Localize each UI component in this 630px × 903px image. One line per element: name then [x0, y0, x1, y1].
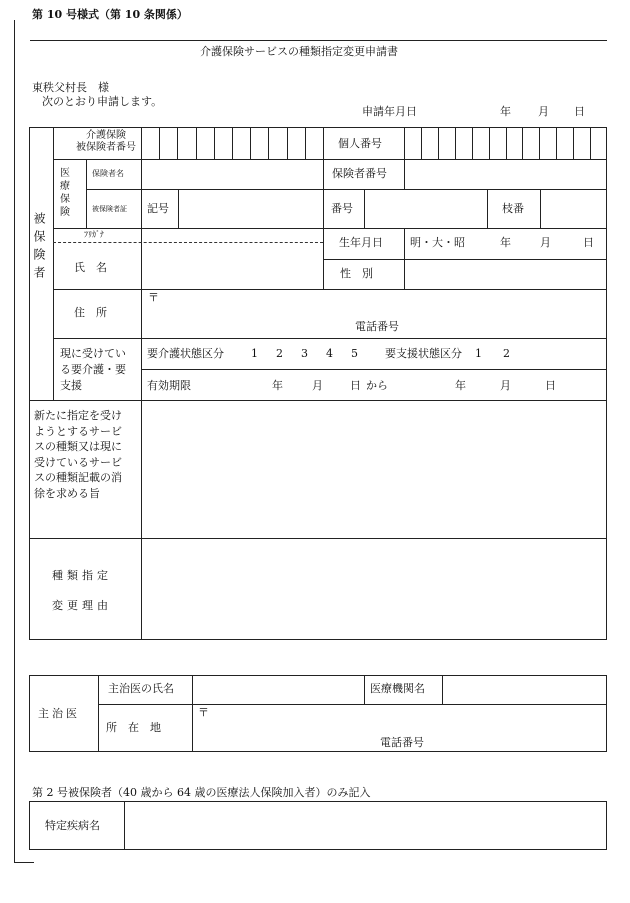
support-level-1[interactable]: 1: [475, 347, 482, 360]
number-cell-divider: [287, 127, 288, 159]
gender-label: 性 別: [340, 267, 373, 280]
physician-postal-mark: 〒: [198, 706, 209, 719]
personal-number-label: 個人番号: [338, 137, 382, 150]
insured-side-label: 被保険者: [32, 212, 46, 284]
number-cell-divider: [506, 127, 507, 159]
intro-text: 次のとおり申請します。: [42, 95, 163, 108]
new-service-request-field[interactable]: [142, 401, 606, 537]
validity-from-year: 年: [272, 379, 283, 392]
application-date-label: 申請年月日: [362, 105, 417, 118]
number-cell-divider: [305, 127, 306, 159]
number-cell-divider: [268, 127, 269, 159]
number-cell-divider: [177, 127, 178, 159]
validity-from: から: [366, 379, 388, 392]
title-rule: [30, 40, 607, 41]
validity-to-year: 年: [455, 379, 466, 392]
physician-name-label: 主治医の氏名: [108, 682, 174, 695]
application-date-year: 年: [500, 105, 511, 118]
validity-from-day: 日: [350, 379, 361, 392]
number-cell-divider: [522, 127, 523, 159]
number-cell-divider: [472, 127, 473, 159]
care-level-label: 要介護状態区分: [147, 347, 224, 360]
furigana-label: ﾌﾘｶﾞﾅ: [84, 230, 104, 239]
current-care-label: 現に受けてい る要介護・要 支援: [60, 347, 126, 392]
new-service-request-label: 新たに指定を受け ようとするサービ スの種類又は現に 受けているサービ スの種類記載の消 徐を求める旨: [34, 409, 122, 500]
number-cell-divider: [455, 127, 456, 159]
specific-disease-field[interactable]: [125, 802, 606, 849]
care-insured-number-label: 介護保険 被保険者番号: [76, 130, 136, 153]
support-level-label: 要支援状態区分: [385, 347, 462, 360]
number-cell-divider: [421, 127, 422, 159]
symbol-label: 記号: [147, 202, 169, 215]
number-label: 番号: [331, 202, 353, 215]
number-cell-divider: [438, 127, 439, 159]
number-cell-divider: [232, 127, 233, 159]
number-cell-divider: [539, 127, 540, 159]
number-cell-divider: [573, 127, 574, 159]
birth-year: 年: [500, 236, 511, 249]
form-number: 第 10 号様式（第 10 条関係）: [32, 8, 188, 21]
care-level-3[interactable]: 3: [301, 347, 308, 360]
change-reason-line2: 変更理由: [52, 599, 112, 612]
number-cell-divider: [250, 127, 251, 159]
address-label: 住 所: [74, 306, 107, 319]
validity-label: 有効期限: [147, 379, 191, 392]
validity-from-month: 月: [312, 379, 323, 392]
application-date-day: 日: [574, 105, 585, 118]
name-label: 氏 名: [74, 261, 107, 274]
validity-to-day: 日: [545, 379, 556, 392]
physician-location-label: 所 在 地: [106, 721, 161, 734]
care-level-1[interactable]: 1: [251, 347, 258, 360]
medical-insurance-label: 医療保険: [60, 168, 70, 218]
address-postal-mark: 〒: [148, 291, 159, 304]
number-cell-divider: [556, 127, 557, 159]
address-phone-label: 電話番号: [355, 320, 399, 333]
physician-phone-label: 電話番号: [380, 736, 424, 749]
physician-label: 主治医: [38, 707, 80, 720]
insurer-name-label: 保険者名: [92, 169, 124, 178]
change-reason-field[interactable]: [142, 539, 606, 639]
insurer-number-label: 保険者番号: [332, 167, 387, 180]
care-level-4[interactable]: 4: [326, 347, 333, 360]
page-title: 介護保険サービスの種類指定変更申請書: [200, 45, 398, 58]
application-date-month: 月: [538, 105, 549, 118]
specific-disease-label: 特定疾病名: [45, 819, 100, 832]
number-cell-divider: [489, 127, 490, 159]
birth-day: 日: [583, 236, 594, 249]
number-cell-divider: [590, 127, 591, 159]
validity-to-month: 月: [500, 379, 511, 392]
second-insured-note: 第 2 号被保険者（40 歳から 64 歳の医療法人保険加入者）のみ記入: [32, 786, 371, 799]
branch-label: 枝番: [502, 202, 524, 215]
era-options: 明・大・昭: [410, 236, 465, 249]
number-cell-divider: [159, 127, 160, 159]
care-level-2[interactable]: 2: [276, 347, 283, 360]
change-reason-line1: 種類指定: [52, 569, 112, 582]
support-level-2[interactable]: 2: [503, 347, 510, 360]
birthdate-label: 生年月日: [339, 236, 383, 249]
addressee: 東秩父村長 様: [32, 81, 109, 94]
insured-card-label: 被保険者証: [92, 205, 127, 213]
birth-month: 月: [540, 236, 551, 249]
number-cell-divider: [196, 127, 197, 159]
care-level-5[interactable]: 5: [351, 347, 358, 360]
number-cell-divider: [214, 127, 215, 159]
institution-label: 医療機関名: [370, 682, 425, 695]
